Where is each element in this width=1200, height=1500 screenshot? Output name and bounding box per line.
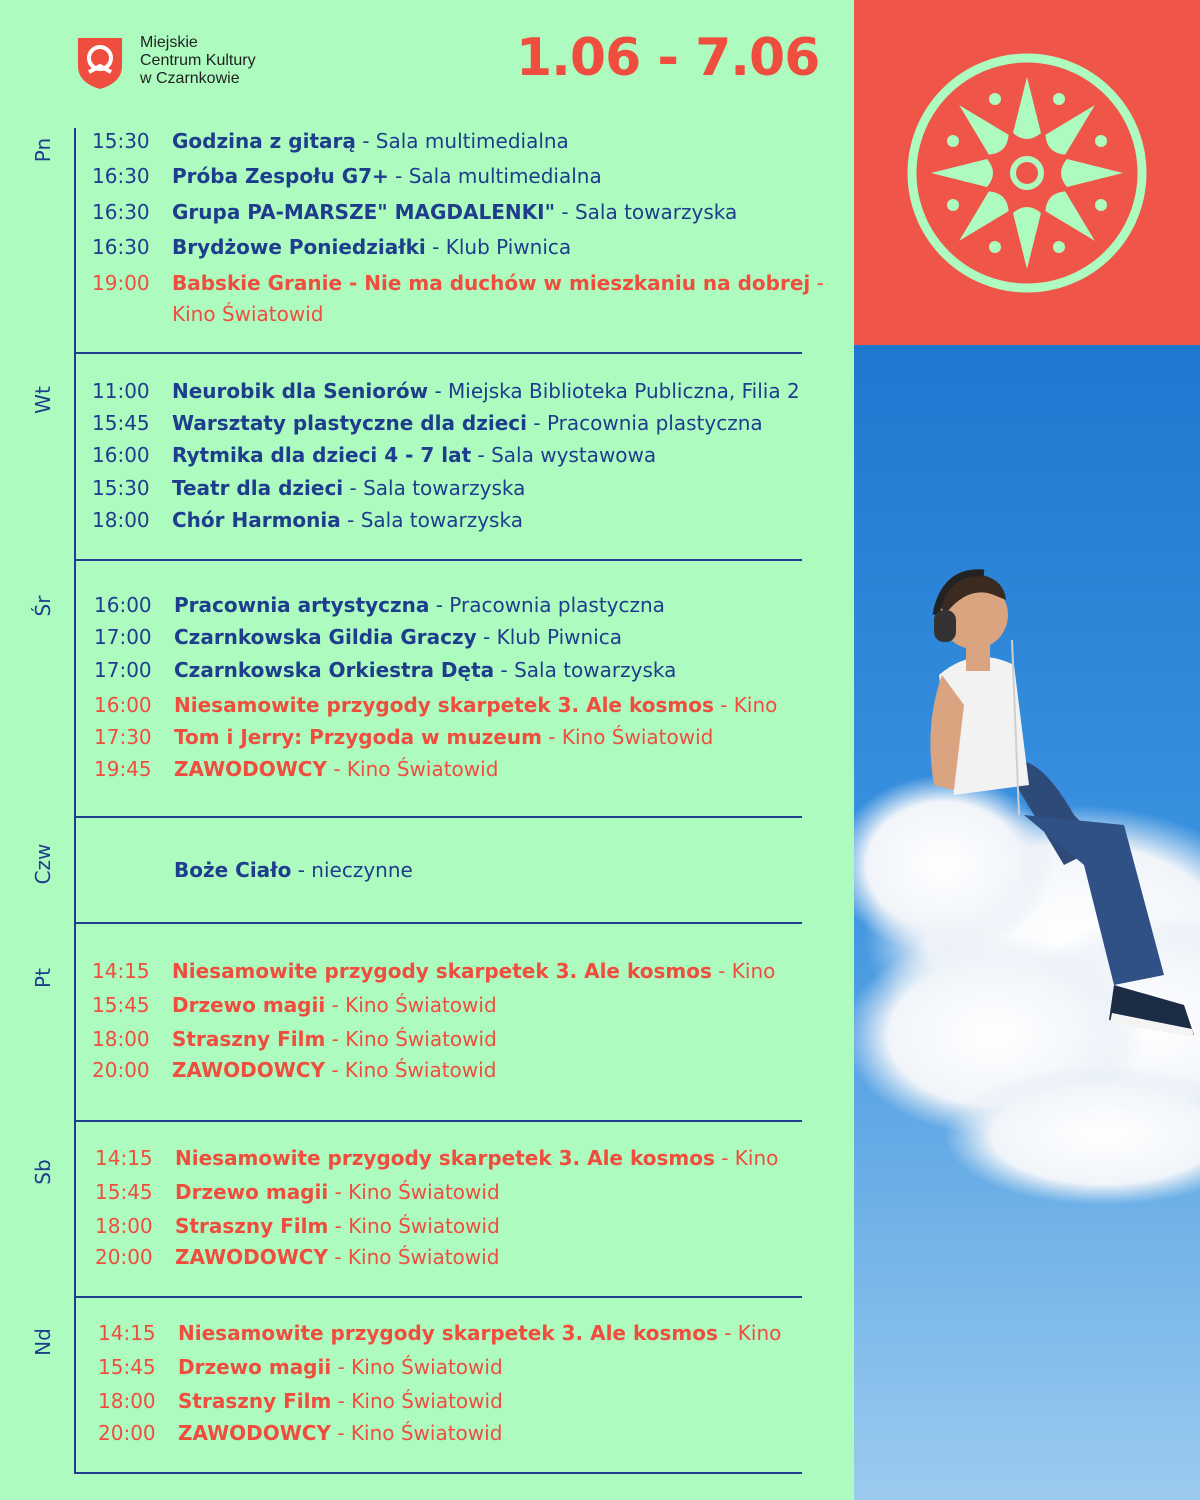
- event-row: 19:00 Babskie Granie - Nie ma duchów w mieszkaniu na dobrej -: [92, 271, 824, 295]
- event-row: 18:00 Chór Harmonia - Sala towarzyska: [92, 508, 523, 532]
- event-row: 15:45 Drzewo magii - Kino Światowid: [98, 1355, 503, 1379]
- day-label-thursday: Czw: [31, 843, 55, 885]
- day-label-saturday: Sb: [31, 1159, 55, 1185]
- emblem-panel: [854, 0, 1200, 345]
- event-row: 16:00 Pracownia artystyczna - Pracownia plastyczna: [94, 593, 665, 617]
- event-row: 19:45 ZAWODOWCY - Kino Światowid: [94, 757, 499, 781]
- org-line-3: w Czarnkowie: [140, 70, 240, 87]
- event-row: 15:30 Godzina z gitarą - Sala multimedialna: [92, 129, 569, 153]
- day-divider: [74, 922, 802, 924]
- day-label-monday: Pn: [31, 137, 55, 163]
- day-label-wednesday: Śr: [31, 595, 55, 617]
- event-row: 16:00 Rytmika dla dzieci 4 - 7 lat - Sala wystawowa: [92, 443, 657, 467]
- event-row: Boże Ciało - nieczynne: [174, 858, 413, 882]
- org-line-2: Centrum Kultury: [140, 52, 256, 69]
- event-row: 16:30 Grupa PA-MARSZE" MAGDALENKI" - Sala towarzyska: [92, 200, 738, 224]
- folk-star-emblem-icon: [854, 0, 1200, 345]
- event-row: 16:00 Niesamowite przygody skarpetek 3. Ale kosmos - Kino: [94, 693, 778, 717]
- org-line-1: Miejskie: [140, 34, 198, 51]
- event-row: 16:30 Brydżowe Poniedziałki - Klub Piwnica: [92, 235, 572, 259]
- event-row: 20:00 ZAWODOWCY - Kino Światowid: [98, 1421, 503, 1445]
- day-divider: [74, 559, 802, 561]
- event-row: 14:15 Niesamowite przygody skarpetek 3. Ale kosmos - Kino: [95, 1146, 779, 1170]
- day-label-friday: Pt: [31, 968, 55, 988]
- event-row: 15:45 Drzewo magii - Kino Światowid: [95, 1180, 500, 1204]
- event-row: 18:00 Straszny Film - Kino Światowid: [95, 1214, 500, 1238]
- event-row: 11:00 Neurobik dla Seniorów - Miejska Biblioteka Publiczna, Filia 2: [92, 379, 800, 403]
- day-divider: [74, 1296, 802, 1298]
- day-divider: [74, 352, 802, 354]
- event-row: 15:45 Drzewo magii - Kino Światowid: [92, 993, 497, 1017]
- event-row: 20:00 ZAWODOWCY - Kino Światowid: [95, 1245, 500, 1269]
- city-crest-icon: [76, 36, 124, 90]
- day-label-sunday: Nd: [31, 1328, 55, 1356]
- event-row: 14:15 Niesamowite przygody skarpetek 3. Ale kosmos - Kino: [98, 1321, 782, 1345]
- man-on-cloud-illustration: [854, 345, 1200, 1500]
- day-divider: [74, 1472, 802, 1474]
- event-row: 15:30 Teatr dla dzieci - Sala towarzyska: [92, 476, 526, 500]
- event-row: 20:00 ZAWODOWCY - Kino Światowid: [92, 1058, 497, 1082]
- event-row: 16:30 Próba Zespołu G7+ - Sala multimedialna: [92, 164, 602, 188]
- event-row: 15:45 Warsztaty plastyczne dla dzieci - Pracownia plastyczna: [92, 411, 763, 435]
- sky-photo: [854, 345, 1200, 1500]
- day-divider: [74, 1120, 802, 1122]
- event-row: 18:00 Straszny Film - Kino Światowid: [98, 1389, 503, 1413]
- event-row: 14:15 Niesamowite przygody skarpetek 3. Ale kosmos - Kino: [92, 959, 776, 983]
- event-row: 17:00 Czarnkowska Orkiestra Dęta - Sala towarzyska: [94, 658, 677, 682]
- organization-name: [140, 34, 256, 88]
- day-label-tuesday: Wt: [31, 386, 55, 414]
- timeline-vertical-rule: [74, 128, 76, 1474]
- date-range: 1.06 - 7.06: [516, 28, 820, 88]
- day-divider: [74, 816, 802, 818]
- event-row: 17:00 Czarnkowska Gildia Graczy - Klub Piwnica: [94, 625, 622, 649]
- event-row: 17:30 Tom i Jerry: Przygoda w muzeum - Kino Światowid: [94, 725, 714, 749]
- event-continuation: Kino Światowid: [172, 302, 324, 326]
- event-row: 18:00 Straszny Film - Kino Światowid: [92, 1027, 497, 1051]
